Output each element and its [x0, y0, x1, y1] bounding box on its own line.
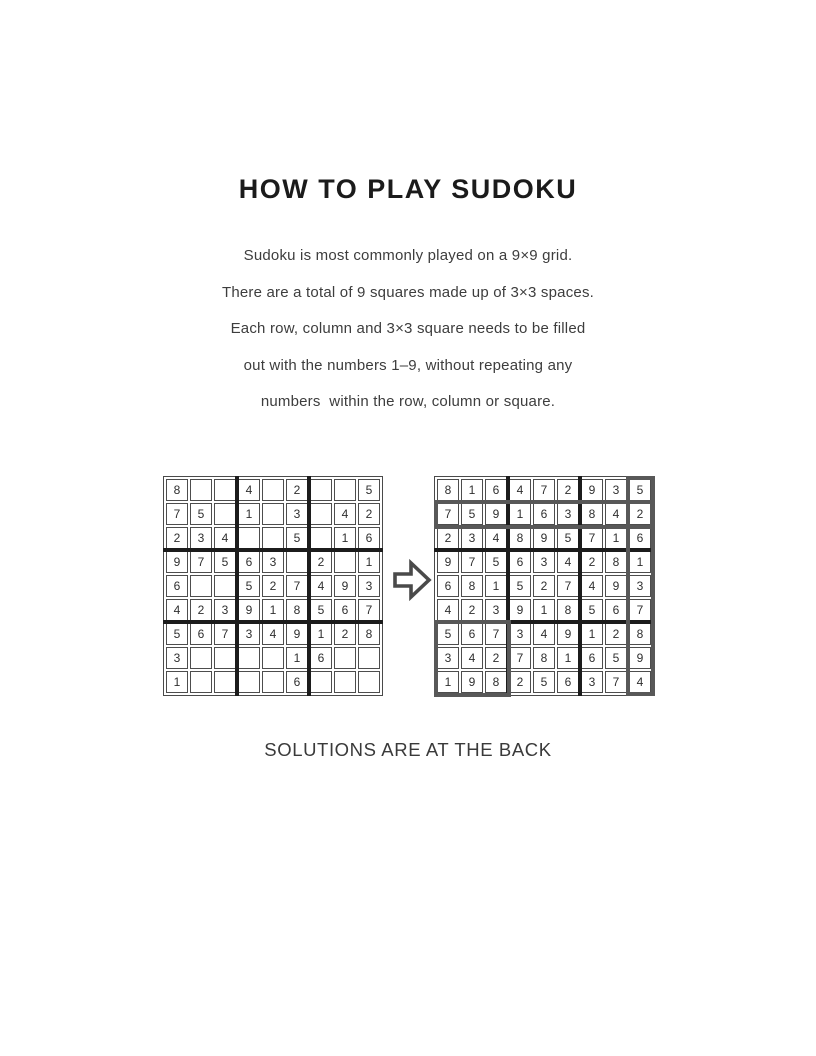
sudoku-cell [310, 671, 332, 693]
sudoku-cell: 6 [238, 551, 260, 573]
sudoku-cell: 3 [605, 479, 627, 501]
sudoku-cell: 9 [166, 551, 188, 573]
sudoku-cell: 8 [437, 479, 459, 501]
sudoku-cell: 7 [461, 551, 483, 573]
sudoku-cell: 5 [310, 599, 332, 621]
sudoku-cell: 1 [310, 623, 332, 645]
sudoku-cell: 7 [214, 623, 236, 645]
sudoku-cell: 7 [605, 671, 627, 693]
sudoku-cell: 7 [509, 647, 531, 669]
sudoku-cell: 3 [238, 623, 260, 645]
sudoku-cell [310, 503, 332, 525]
sudoku-cell: 5 [166, 623, 188, 645]
sudoku-cell: 9 [605, 575, 627, 597]
sudoku-cell: 8 [461, 575, 483, 597]
box-divider-horizontal [163, 620, 383, 624]
sudoku-cell: 6 [334, 599, 356, 621]
sudoku-cell: 3 [214, 599, 236, 621]
sudoku-cell: 8 [557, 599, 579, 621]
sudoku-cell [238, 647, 260, 669]
sudoku-cell: 6 [557, 671, 579, 693]
box-divider-vertical [235, 476, 239, 696]
sudoku-cell [214, 575, 236, 597]
sudoku-cell: 7 [629, 599, 651, 621]
sudoku-cell: 4 [166, 599, 188, 621]
sudoku-cell: 3 [533, 551, 555, 573]
sudoku-cell: 6 [166, 575, 188, 597]
sudoku-cell: 7 [557, 575, 579, 597]
sudoku-cell: 4 [262, 623, 284, 645]
sudoku-cell [262, 479, 284, 501]
sudoku-cell: 9 [557, 623, 579, 645]
intro-line: Sudoku is most commonly played on a 9×9 grid. [243, 247, 573, 264]
sudoku-cell: 8 [286, 599, 308, 621]
sudoku-cell: 6 [310, 647, 332, 669]
sudoku-cell: 3 [286, 503, 308, 525]
sudoku-cell: 1 [286, 647, 308, 669]
sudoku-cell [214, 671, 236, 693]
sudoku-cell [310, 527, 332, 549]
sudoku-cell [214, 647, 236, 669]
sudoku-cell: 5 [605, 647, 627, 669]
box-divider-horizontal [163, 548, 383, 552]
sudoku-cell: 9 [629, 647, 651, 669]
sudoku-cell: 6 [190, 623, 212, 645]
sudoku-cell [214, 479, 236, 501]
sudoku-cell [214, 503, 236, 525]
sudoku-cell: 3 [262, 551, 284, 573]
sudoku-cell: 6 [485, 479, 507, 501]
sudoku-cell: 9 [437, 551, 459, 573]
sudoku-cell [334, 647, 356, 669]
sudoku-cell [238, 671, 260, 693]
sudoku-cell: 1 [358, 551, 380, 573]
sudoku-cell [190, 479, 212, 501]
sudoku-cell: 8 [166, 479, 188, 501]
intro-line: There are a total of 9 squares made up of 3×3 spaces. [221, 283, 595, 301]
sudoku-cell [286, 551, 308, 573]
sudoku-cell: 8 [605, 551, 627, 573]
sudoku-cell: 4 [461, 647, 483, 669]
intro-line: out with the numbers 1–9, without repeating any [243, 356, 573, 374]
sudoku-cell: 8 [533, 647, 555, 669]
sudoku-cell: 9 [286, 623, 308, 645]
sudoku-cell: 4 [557, 551, 579, 573]
intro-line: Each row, column and 3×3 square needs to be filled [230, 320, 586, 338]
sudoku-cell: 2 [358, 503, 380, 525]
sudoku-cell: 6 [286, 671, 308, 693]
box-divider-vertical [307, 476, 311, 696]
sudoku-cell: 1 [533, 599, 555, 621]
sudoku-cell: 5 [581, 599, 603, 621]
sudoku-cell: 4 [581, 575, 603, 597]
sudoku-cell: 7 [286, 575, 308, 597]
sudoku-cell [262, 527, 284, 549]
sudoku-cell: 6 [461, 623, 483, 645]
sudoku-cell: 7 [358, 599, 380, 621]
sudoku-cell: 2 [581, 551, 603, 573]
sudoku-cell: 4 [334, 503, 356, 525]
sudoku-cell [334, 671, 356, 693]
sudoku-cell: 1 [238, 503, 260, 525]
sudoku-cell: 1 [509, 503, 531, 525]
sudoku-cell [358, 647, 380, 669]
sudoku-cell: 5 [286, 527, 308, 549]
puzzle-grid-cells [166, 479, 380, 693]
sudoku-cell: 9 [334, 575, 356, 597]
sudoku-cell: 9 [581, 479, 603, 501]
sudoku-cell: 3 [581, 671, 603, 693]
box-divider-horizontal [434, 548, 654, 552]
sudoku-cell: 6 [358, 527, 380, 549]
sudoku-cell: 7 [485, 623, 507, 645]
sudoku-cell [190, 671, 212, 693]
sudoku-cell: 4 [437, 599, 459, 621]
sudoku-cell: 3 [358, 575, 380, 597]
solution-grid [434, 476, 654, 696]
sudoku-cell: 1 [262, 599, 284, 621]
sudoku-cell: 4 [605, 503, 627, 525]
sudoku-cell: 6 [629, 527, 651, 549]
sudoku-cell: 2 [557, 479, 579, 501]
sudoku-cell: 2 [629, 503, 651, 525]
sudoku-cell: 5 [214, 551, 236, 573]
sudoku-cell: 2 [334, 623, 356, 645]
puzzle-grid [163, 476, 383, 696]
sudoku-cell: 3 [557, 503, 579, 525]
sudoku-cell: 5 [557, 527, 579, 549]
right-arrow-icon [391, 557, 433, 603]
highlight-column [626, 476, 655, 696]
sudoku-cell: 2 [437, 527, 459, 549]
sudoku-cell: 1 [485, 575, 507, 597]
intro-line: numbers within the row, column or square. [260, 393, 556, 411]
sudoku-cell: 1 [629, 551, 651, 573]
sudoku-cell: 7 [533, 479, 555, 501]
sudoku-cell: 1 [581, 623, 603, 645]
sudoku-cell: 3 [629, 575, 651, 597]
sudoku-cell: 1 [557, 647, 579, 669]
intro-paragraph [0, 238, 816, 421]
sudoku-cell: 6 [605, 599, 627, 621]
sudoku-cell: 2 [262, 575, 284, 597]
sudoku-cell [190, 575, 212, 597]
sudoku-cell: 3 [437, 647, 459, 669]
footer-note: SOLUTIONS ARE AT THE BACK [264, 739, 552, 760]
sudoku-cell: 4 [238, 479, 260, 501]
highlight-row [434, 500, 654, 529]
sudoku-cell: 5 [533, 671, 555, 693]
sudoku-cell: 2 [166, 527, 188, 549]
sudoku-cell: 5 [190, 503, 212, 525]
sudoku-cell: 6 [533, 503, 555, 525]
sudoku-cell [334, 479, 356, 501]
sudoku-cell: 4 [509, 479, 531, 501]
sudoku-cell: 4 [533, 623, 555, 645]
page-title: HOW TO PLAY SUDOKU [238, 174, 578, 205]
sudoku-cell: 8 [629, 623, 651, 645]
sudoku-cell: 5 [485, 551, 507, 573]
sudoku-cell: 4 [629, 671, 651, 693]
sudoku-cell [238, 527, 260, 549]
sudoku-cell: 1 [437, 671, 459, 693]
sudoku-cell: 3 [190, 527, 212, 549]
sudoku-cell: 4 [214, 527, 236, 549]
sudoku-cell: 7 [190, 551, 212, 573]
sudoku-cell: 2 [286, 479, 308, 501]
sudoku-cell [190, 647, 212, 669]
sudoku-cell: 2 [509, 671, 531, 693]
sudoku-cell: 1 [461, 479, 483, 501]
sudoku-cell: 3 [485, 599, 507, 621]
sudoku-cell: 8 [358, 623, 380, 645]
sudoku-cell: 2 [461, 599, 483, 621]
sudoku-cell [262, 503, 284, 525]
sudoku-cell [262, 647, 284, 669]
sudoku-cell: 1 [334, 527, 356, 549]
sudoku-cell: 5 [238, 575, 260, 597]
sudoku-cell: 3 [509, 623, 531, 645]
sudoku-cell: 9 [533, 527, 555, 549]
highlight-box [434, 620, 511, 697]
sudoku-cell: 1 [605, 527, 627, 549]
sudoku-cell: 6 [581, 647, 603, 669]
sudoku-cell: 2 [485, 647, 507, 669]
sudoku-cell: 7 [437, 503, 459, 525]
sudoku-cell: 6 [509, 551, 531, 573]
sudoku-cell: 5 [509, 575, 531, 597]
sudoku-cell: 5 [461, 503, 483, 525]
sudoku-cell: 8 [581, 503, 603, 525]
sudoku-cell: 2 [605, 623, 627, 645]
sudoku-cell: 9 [509, 599, 531, 621]
sudoku-cell: 5 [358, 479, 380, 501]
sudoku-cell: 6 [437, 575, 459, 597]
sudoku-cell: 1 [166, 671, 188, 693]
sudoku-cell: 2 [533, 575, 555, 597]
sudoku-cell: 2 [190, 599, 212, 621]
sudoku-cell [262, 671, 284, 693]
sudoku-cell: 4 [310, 575, 332, 597]
sudoku-cell: 7 [166, 503, 188, 525]
sudoku-cell: 2 [310, 551, 332, 573]
sudoku-cell: 9 [485, 503, 507, 525]
sudoku-cell: 4 [485, 527, 507, 549]
sudoku-cell: 7 [581, 527, 603, 549]
sudoku-cell [334, 551, 356, 573]
sudoku-cell [358, 671, 380, 693]
sudoku-cell: 5 [629, 479, 651, 501]
sudoku-cell: 3 [166, 647, 188, 669]
sudoku-cell: 8 [485, 671, 507, 693]
sudoku-cell: 5 [437, 623, 459, 645]
sudoku-cell: 9 [238, 599, 260, 621]
sudoku-cell: 8 [509, 527, 531, 549]
sudoku-cell: 9 [461, 671, 483, 693]
sudoku-cell: 3 [461, 527, 483, 549]
sudoku-cell [310, 479, 332, 501]
